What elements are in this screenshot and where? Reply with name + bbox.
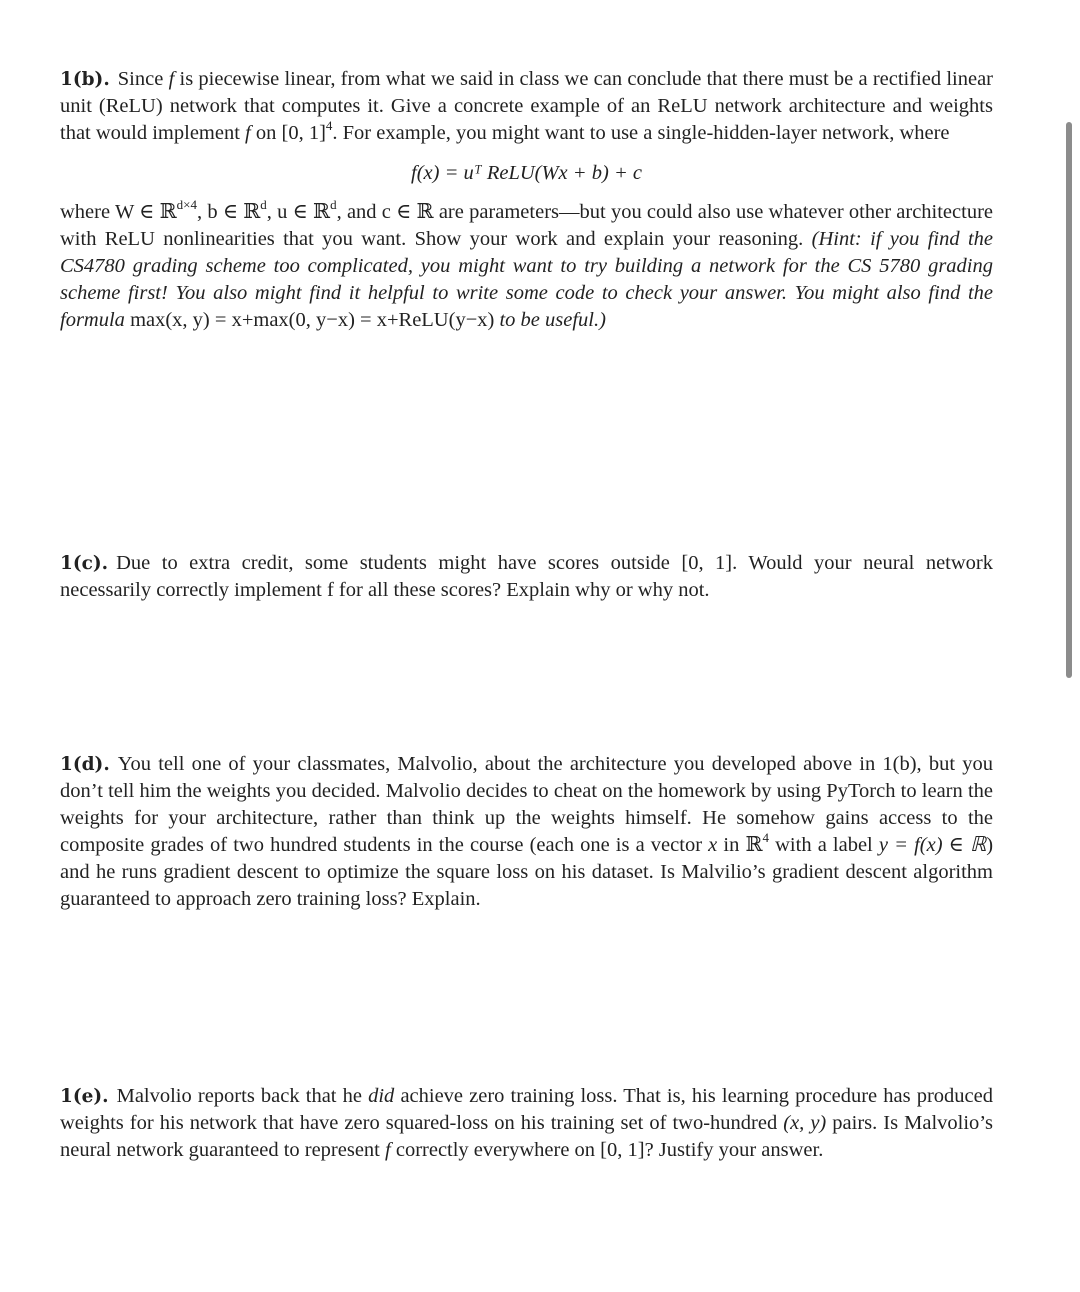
text-segment: , b ∈ ℝ (196, 201, 261, 223)
vertical-scrollbar[interactable] (1066, 122, 1072, 678)
problem-1e-label: 1(e). (60, 1086, 109, 1107)
problem-1b-params (60, 199, 993, 334)
math-f: f (245, 122, 251, 144)
problem-1b (60, 66, 993, 334)
superscript: d (260, 197, 267, 213)
problem-1d (60, 751, 993, 913)
text-segment: You tell one of your classmates, Malvolio, about the architecture you developed above in 1(b), but you don’t tell him the weights you decided. Malvolio decides to cheat on the homework by using PyTorch to learn the weights for your architecture, rather than think up the weights himself. He somehow gains access to the composite grades of two hundred students in the course (each one is a vector (60, 753, 993, 856)
math-pairs: (x, y) (783, 1112, 827, 1134)
hint-formula: max(x, y) = x+max(0, y−x) = x+ReLU(y−x) (130, 309, 495, 331)
text-segment: achieve zero training loss. That is, his learning procedure has produced weights for his network that have zero squared-loss on his training set of two-hundred (60, 1085, 993, 1134)
superscript: 4 (762, 830, 769, 846)
equation-network: f(x) = uᵀ ReLU(Wx + b) + c (411, 162, 642, 184)
text-segment: Due to extra credit, some students might have scores outside [0, 1]. Would your neural network necessarily correctly implement f for all these scores? Explain why or why not. (60, 552, 993, 601)
text-segment: pairs. Is Malvolio’s neural network guaranteed to represent (60, 1112, 993, 1161)
text-segment: Malvolio reports back that he (116, 1085, 369, 1107)
problem-1b-label: 1(b). (60, 69, 110, 90)
hint-text: to be useful.) (494, 309, 606, 331)
text-segment: is piecewise linear, from what we said in class we can conclude that there must be a rectified linear unit (ReLU) network that computes it. Give a concrete example of an ReLU network architecture and weights that would implement (60, 68, 994, 144)
problem-1b-text (60, 66, 993, 147)
text-segment: ) and he runs gradient descent to optimize the square loss on his dataset. Is Malvilio’s gradient descent algorithm guaranteed to approach zero training loss? Explain. (60, 834, 994, 910)
problem-1c-text (60, 550, 993, 604)
text-segment: in ℝ (717, 834, 763, 856)
problem-1d-text (60, 751, 993, 913)
math-x: x (708, 834, 718, 856)
problem-1c-label: 1(c). (60, 553, 109, 574)
text-segment: , and c ∈ ℝ are parameters—but you could also use whatever other architecture with ReLU nonlinearities that you want. Show your work and explain your reasoning. (60, 201, 993, 250)
problem-1e (60, 1083, 993, 1164)
math-f: f (168, 68, 175, 90)
problem-1c (60, 550, 993, 604)
text-segment: correctly everywhere on [0, 1]? Justify your answer. (390, 1139, 824, 1161)
emphasis-did: did (368, 1085, 395, 1107)
text-segment: . For example, you might want to use a single-hidden-layer network, where (332, 122, 950, 144)
problem-1e-text (60, 1083, 993, 1164)
problem-1d-label: 1(d). (60, 754, 110, 775)
text-segment: , u ∈ ℝ (266, 201, 331, 223)
superscript: d×4 (176, 197, 197, 213)
text-segment: on [0, 1] (250, 122, 326, 144)
text-segment: with a label (769, 834, 879, 856)
superscript: d (330, 197, 337, 213)
math-label: y = f(x) ∈ ℝ (878, 834, 987, 856)
text-segment: Since (117, 68, 169, 90)
hint-text: (Hint: if you find the CS4780 grading scheme too complicated, you might want to try building a network for the CS 5780 grading scheme first! You also might find it helpful to write some code to check your answer. You might also find the formula (60, 228, 993, 331)
math-f: f (385, 1139, 391, 1161)
text-segment: where W ∈ ℝ (60, 201, 177, 223)
superscript: 4 (325, 118, 333, 134)
